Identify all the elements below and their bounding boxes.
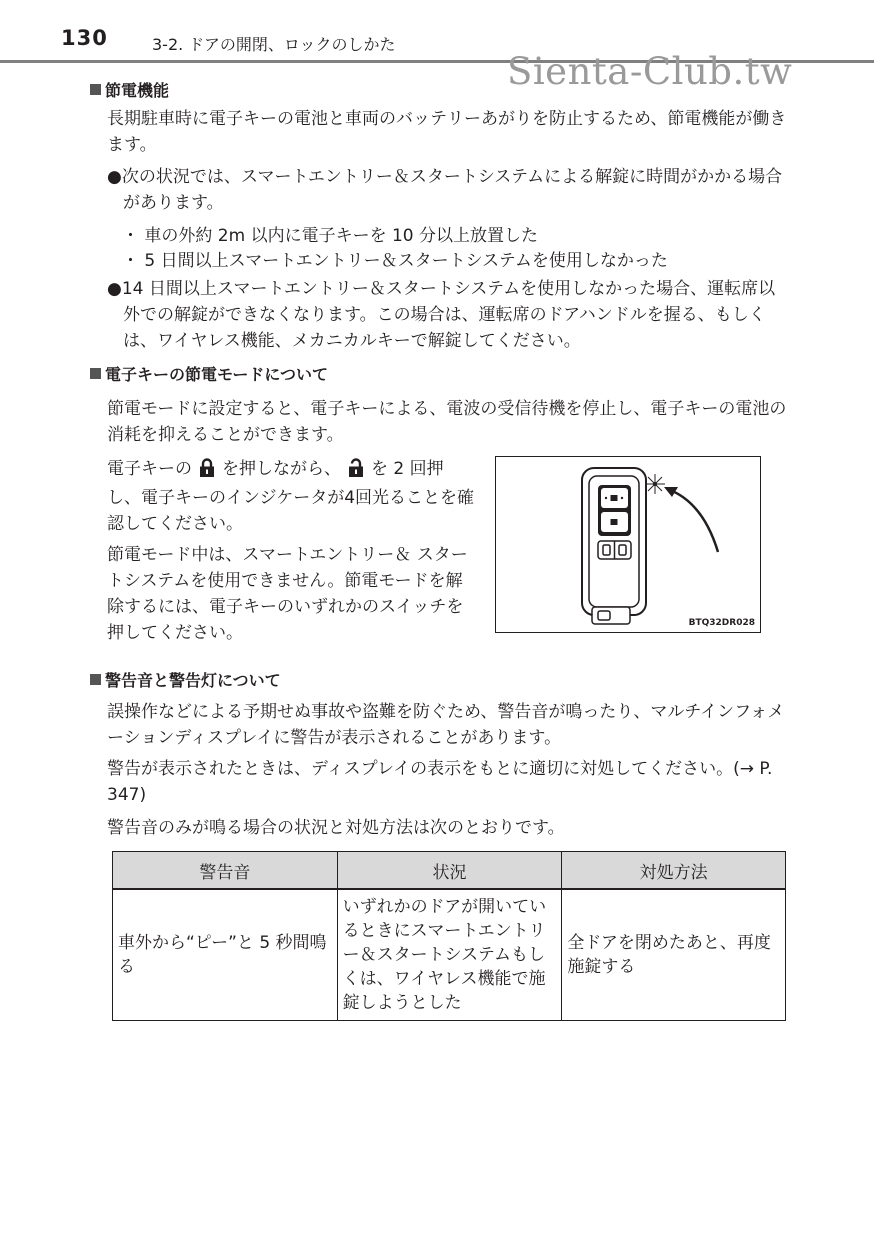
table-cell: 車外から“ピー”と 5 秒間鳴る — [113, 889, 338, 1021]
section2-body: 節電モードに設定すると、電子キーによる、電波の受信待機を停止し、電子キーの電池の消耗を抑えることができます。 — [107, 399, 787, 445]
warning-table — [112, 851, 786, 1021]
instruction-text-1: 電子キーの — [107, 459, 192, 479]
table-header-cell: 状況 — [337, 852, 562, 890]
table-cell: 全ドアを閉めたあと、再度施錠する — [562, 889, 786, 1021]
table-header-cell: 警告音 — [113, 852, 338, 890]
square-marker-icon — [90, 674, 101, 685]
table-row — [113, 889, 786, 1021]
section1-sub-1: ・ 車の外約 2m 以内に電子キーを 10 分以上放置した — [122, 226, 539, 246]
key-fob-figure — [495, 456, 761, 633]
section-title-text: 節電機能 — [105, 81, 170, 100]
instruction-text-3: を 2 回押し、電子キーのインジケータが4回光ることを確認してください。 — [107, 459, 475, 534]
section1-bullet-2: ●14 日間以上スマートエントリー＆スタートシステムを使用しなかった場合、運転席以外での解錠ができなくなります。この場合は、運転席のドアハンドルを握る、もしくは、ワイヤレス機能、メカニカルキーで解錠してください。 — [107, 279, 776, 351]
lock-icon — [200, 458, 214, 485]
section2-instruction — [107, 456, 475, 537]
section3-body-2: 警告が表示されたときは、ディスプレイの表示をもとに適切に対処してください。(→ P. 347) — [107, 759, 773, 805]
section-title-battery-saving-mode — [90, 362, 328, 385]
square-marker-icon — [90, 84, 101, 95]
section1-bullet-1: ●次の状況では、スマートエントリー＆スタートシステムによる解錠に時間がかかる場合があります。 — [107, 167, 783, 213]
key-fob-illustration — [496, 457, 760, 632]
unlock-icon — [349, 458, 363, 485]
section-title-text: 警告音と警告灯について — [105, 671, 281, 690]
instruction-text-2: を押しながら、 — [222, 459, 341, 479]
figure-code: BTQ32DR028 — [688, 618, 755, 628]
section-title-text: 電子キーの節電モードについて — [105, 365, 329, 384]
square-marker-icon — [90, 368, 101, 379]
section3-body-3: 警告音のみが鳴る場合の状況と対処方法は次のとおりです。 — [107, 818, 565, 838]
table-header-row — [113, 852, 786, 890]
page-number: 130 — [61, 26, 108, 50]
section3-body-1: 誤操作などによる予期せぬ事故や盗難を防ぐため、警告音が鳴ったり、マルチインフォメーションディスプレイに警告が表示されることがあります。 — [107, 702, 785, 748]
chapter-title: 3-2. ドアの開閉、ロックのしかた — [152, 35, 396, 54]
section1-body: 長期駐車時に電子キーの電池と車両のバッテリーあがりを防止するため、節電機能が働きます。 — [107, 109, 787, 155]
table-header-cell: 対処方法 — [562, 852, 786, 890]
table-cell: いずれかのドアが開いているときにスマートエントリー＆スタートシステムもしくは、ワイヤレス機能で施錠しようとした — [337, 889, 562, 1021]
section2-note: 節電モード中は、スマートエントリー＆ スタートシステムを使用できません。節電モードを解除するには、電子キーのいずれかのスイッチを押してください。 — [107, 545, 468, 643]
section1-sub-2: ・ 5 日間以上スマートエントリー＆スタートシステムを使用しなかった — [122, 251, 668, 271]
watermark: Sienta-Club.tw — [507, 50, 793, 93]
section-title-power-saving — [90, 78, 169, 101]
section-title-warning — [90, 668, 281, 691]
